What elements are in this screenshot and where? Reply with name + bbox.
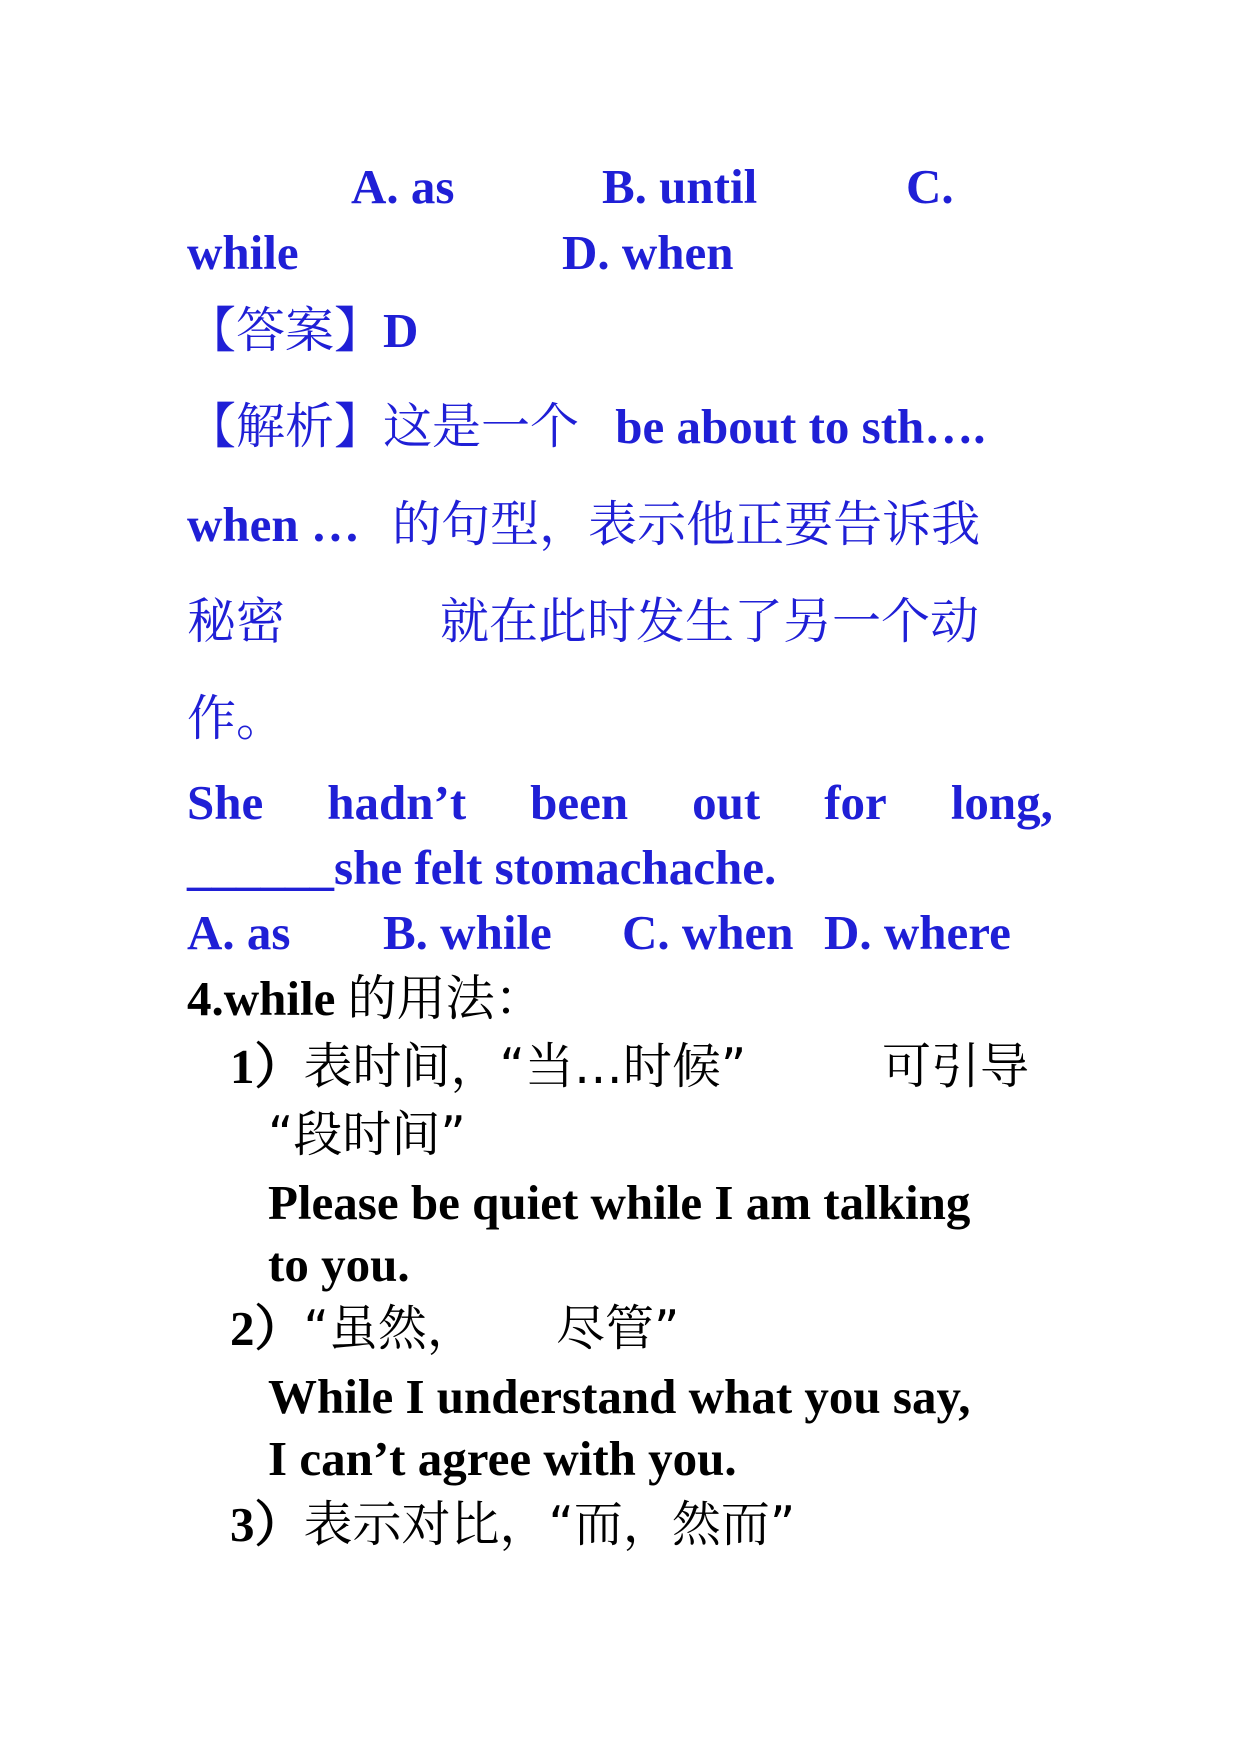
item1-line: [230, 1038, 747, 1095]
option-c-while: while: [187, 225, 299, 280]
item1-cont: “段时间”: [268, 1106, 466, 1163]
analysis-phrase: be about to sth….: [615, 399, 986, 454]
analysis-text-3b: 就在此时发生了另一个动: [440, 593, 980, 650]
item2-line-b: [556, 1300, 680, 1357]
analysis-line-4: [187, 690, 286, 747]
question2-line-2: [187, 840, 777, 895]
item2-text-b: 尽管”: [556, 1300, 680, 1357]
section4-heading: [187, 970, 544, 1027]
analysis-line-3: [187, 593, 286, 650]
item3-text: 表示对比，“而，然而”: [303, 1496, 796, 1553]
analysis-text-3a: 秘密: [187, 593, 286, 650]
item2-number: 2）: [230, 1301, 304, 1356]
q2-word: long,: [950, 775, 1053, 830]
item1-number: 1）: [230, 1039, 304, 1094]
q2-blank: ______: [187, 840, 334, 895]
option-c: C.: [906, 159, 954, 214]
item2-example-1: While I understand what you say,: [268, 1369, 971, 1424]
item1-extra: 可引导: [882, 1038, 1030, 1095]
section4-heading-en: 4.while: [187, 971, 336, 1026]
analysis-text-2: 的句型，表示他正要告诉我: [392, 496, 981, 553]
q2-rest: she felt stomachache.: [334, 840, 777, 895]
item1-text: 表时间，“当…时候”: [303, 1038, 747, 1095]
item3-number: 3）: [230, 1497, 304, 1552]
q2-word: She: [187, 775, 264, 830]
option-d-when: D. when: [562, 225, 734, 280]
item1-example-2: to you.: [268, 1237, 410, 1292]
question2-line-1: [187, 775, 1053, 830]
analysis-line-2: [187, 496, 981, 553]
analysis-text-4: 作。: [187, 690, 286, 747]
q2-word: hadn’t: [327, 775, 467, 830]
option2-d: D. where: [824, 905, 1011, 960]
analysis-line-3b: [440, 593, 980, 650]
q2-word: been: [530, 775, 629, 830]
analysis-line-1: [187, 398, 986, 455]
item2-line: [230, 1300, 476, 1357]
analysis-when: when …: [187, 497, 360, 552]
section4-heading-cn: 的用法：: [347, 970, 544, 1027]
item1-cont-line: [268, 1106, 466, 1163]
q2-word: for: [824, 775, 887, 830]
option2-c: C. when: [622, 905, 794, 960]
item2-example-2: I can’t agree with you.: [268, 1431, 737, 1486]
item2-text-a: “虽然，: [303, 1300, 476, 1357]
option2-b: B. while: [383, 905, 552, 960]
item3-line: [230, 1496, 796, 1553]
answer-value: D: [383, 303, 419, 358]
item1-example-1: Please be quiet while I am talking: [268, 1175, 971, 1230]
analysis-text-1: 这是一个: [383, 398, 580, 455]
answer-line: [187, 302, 419, 359]
answer-label: 【答案】: [187, 302, 384, 359]
option2-a: A. as: [187, 905, 291, 960]
option-b-until: B. until: [602, 159, 758, 214]
item1-extra-line: [882, 1038, 1030, 1095]
analysis-label: 【解析】: [187, 398, 384, 455]
option-a-as: A. as: [351, 159, 455, 214]
q2-word: out: [692, 775, 761, 830]
